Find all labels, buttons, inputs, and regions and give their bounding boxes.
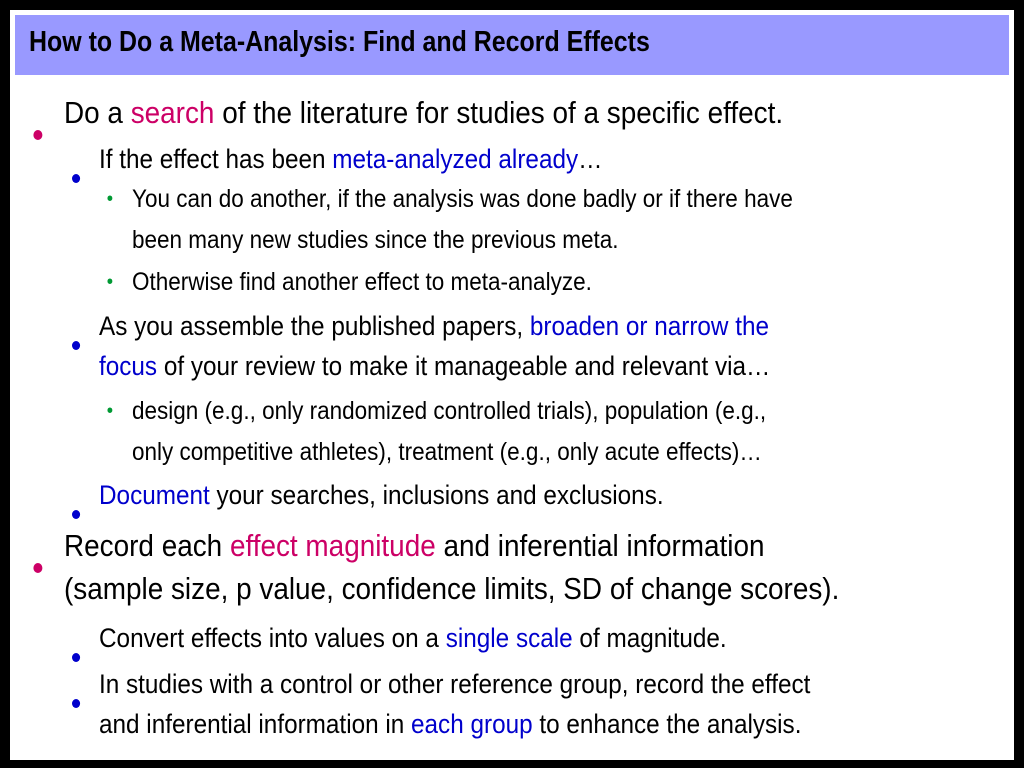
bullet-small-dot-icon: • [106, 271, 114, 293]
bullet-line-2: (sample size, p value, confidence limits, SD of change scores). [64, 571, 840, 606]
slide-title: How to Do a Meta-Analysis: Find and Record Effects [29, 26, 650, 58]
bullet-convert-effects [99, 618, 727, 658]
bullet-text-post: of the literature for studies of a specific effect. [214, 95, 784, 130]
highlight-effect-magnitude: effect magnitude [229, 528, 436, 563]
bullet-dot-icon [72, 679, 80, 719]
highlight-document: Document [99, 480, 210, 510]
highlight-search: search [130, 95, 215, 130]
bullet-do-another [106, 179, 793, 261]
bullet-text-pre: Convert effects into values on a [99, 623, 446, 653]
bullet-dot-icon [33, 541, 42, 584]
bullet-text-pre: Do a [64, 95, 131, 130]
highlight-broaden-narrow: broaden or narrow the [529, 311, 770, 341]
bullet-document [99, 475, 664, 515]
bullet-line-2: only competitive athletes), treatment (e.g., only acute effects)… [132, 438, 762, 466]
bullet-line-1: You can do another, if the analysis was done badly or if there have [132, 185, 793, 213]
bullet-text-post: and inferential information [435, 528, 765, 563]
bullet-design [106, 391, 767, 473]
highlight-each-group: each group [411, 709, 533, 739]
bullet-dot-icon [33, 108, 42, 151]
bullet-broaden-narrow [99, 306, 770, 386]
bullet-dot-icon [72, 633, 80, 673]
bullet-search [64, 91, 783, 134]
bullet-text-post: of magnitude. [572, 623, 727, 653]
bullet-text-pre: Record each [64, 528, 230, 563]
bullet-record-effects [64, 524, 839, 610]
bullet-text-post: of your review to make it manageable and relevant via… [157, 351, 771, 381]
highlight-meta-analyzed: meta-analyzed already [332, 144, 579, 174]
slide [10, 10, 1014, 760]
bullet-line-2: been many new studies since the previous meta. [132, 226, 619, 254]
bullet-dot-icon [72, 321, 80, 361]
bullet-line-1: design (e.g., only randomized controlled trials), population (e.g., [132, 397, 767, 425]
highlight-single-scale: single scale [445, 623, 573, 653]
bullet-text-post: to enhance the analysis. [532, 709, 802, 739]
bullet-otherwise [106, 262, 592, 303]
bullet-small-dot-icon: • [106, 400, 114, 422]
bullet-text-post: your searches, inclusions and exclusions. [209, 480, 664, 510]
bullet-text-post: … [578, 144, 603, 174]
bullet-line-1: In studies with a control or other reference group, record the effect [99, 669, 811, 699]
bullet-text-pre: and inferential information in [99, 709, 412, 739]
title-bar [15, 15, 1009, 75]
bullet-meta-analyzed [99, 139, 602, 179]
bullet-text: Otherwise find another effect to meta-analyze. [132, 268, 592, 296]
bullet-text-pre: As you assemble the published papers, [99, 311, 530, 341]
highlight-focus: focus [99, 351, 158, 381]
bullet-small-dot-icon: • [106, 188, 114, 210]
bullet-text-pre: If the effect has been [99, 144, 333, 174]
bullet-dot-icon [72, 154, 80, 194]
bullet-control-group [99, 664, 810, 744]
